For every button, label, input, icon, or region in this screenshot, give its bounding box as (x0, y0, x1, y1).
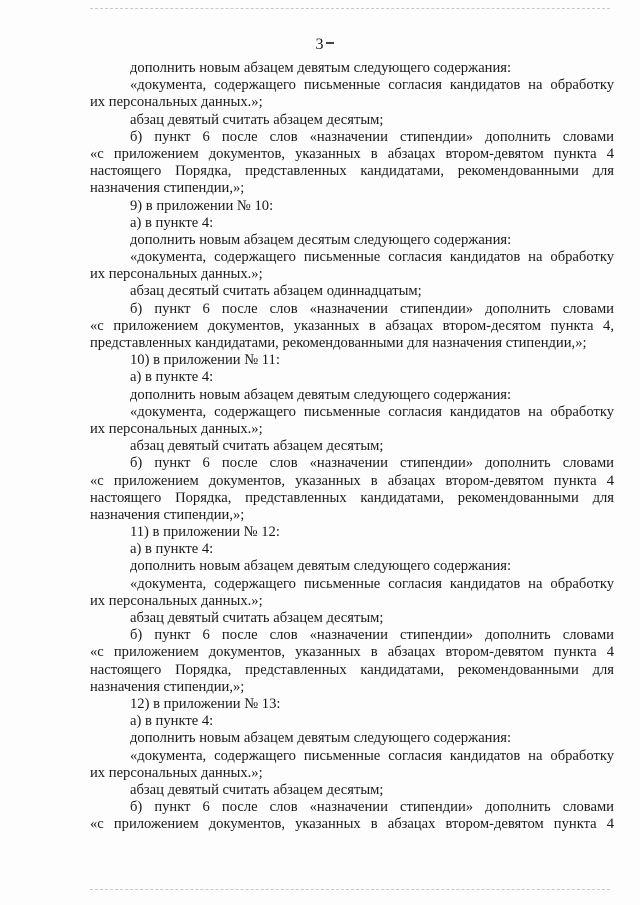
text-line: «с приложением документов, указанных в абзацах втором-девятом пункта 4 (90, 644, 614, 661)
text-line: «документа, содержащего письменные согласия кандидатов на обработку (130, 747, 614, 764)
text-line: их персональных данных.»; (90, 420, 263, 437)
text-line: их персональных данных.»; (90, 592, 263, 609)
text-line: «с приложением документов, указанных в абзацах втором-девятом пункта 4 (90, 816, 614, 833)
text-line: дополнить новым абзацем десятым следующего содержания: (130, 231, 512, 248)
text-line: настоящего Порядка, представленных кандидатами, рекомендованными для (90, 661, 614, 678)
page-number: 3 (315, 36, 325, 53)
text-line: «документа, содержащего письменные согласия кандидатов на обработку (130, 575, 614, 592)
text-line: абзац девятый считать абзацем десятым; (130, 111, 384, 128)
text-line: абзац девятый считать абзацем десятым; (130, 610, 384, 626)
scan-edge-bottom (90, 889, 610, 891)
text-line: а) в пункте 4: (130, 541, 214, 558)
text-line: дополнить новым абзацем девятым следующего содержания: (130, 386, 512, 403)
text-line: абзац девятый считать абзацем десятым; (130, 438, 384, 455)
text-line: 11) в приложении № 12: (130, 524, 280, 541)
text-line: представленных кандидатами, рекомендованными для назначения стипендии,»; (90, 335, 587, 351)
text-line: 9) в приложении № 10: (130, 197, 274, 214)
text-line: б) пункт 6 после слов «назначении стипендии» дополнить словами (130, 799, 614, 816)
text-line: «документа, содержащего письменные согласия кандидатов на обработку (130, 249, 614, 266)
text-line: а) в пункте 4: (130, 369, 214, 386)
text-line: «документа, содержащего письменные согласия кандидатов на обработку (130, 403, 614, 420)
scan-edge-top (90, 8, 610, 10)
text-line: абзац девятый считать абзацем десятым; (130, 781, 384, 798)
text-line: б) пункт 6 после слов «назначении стипендии» дополнить словами (130, 455, 614, 472)
text-line: дополнить новым абзацем девятым следующего содержания: (130, 730, 512, 747)
text-line: б) пункт 6 после слов «назначении стипендии» дополнить словами (130, 300, 614, 317)
text-line: «с приложением документов, указанных в абзацах втором-девятом пункта 4 (90, 472, 614, 489)
text-line: дополнить новым абзацем девятым следующего содержания: (130, 60, 512, 76)
text-line: назначения стипендии,»; (90, 506, 245, 523)
text-line: а) в пункте 4: (130, 713, 214, 730)
document-body (90, 60, 614, 833)
text-line: 10) в приложении № 11: (130, 352, 280, 369)
text-line: их персональных данных.»; (90, 266, 263, 283)
text-line: «документа, содержащего письменные согласия кандидатов на обработку (130, 77, 614, 94)
text-line: абзац десятый считать абзацем одиннадцатым; (130, 283, 422, 300)
text-line: «с приложением документов, указанных в абзацах втором-десятом пункта 4, (90, 317, 614, 334)
text-line: их персональных данных.»; (90, 764, 263, 781)
text-line: б) пункт 6 после слов «назначении стипендии» дополнить словами (130, 128, 614, 145)
text-line: настоящего Порядка, представленных кандидатами, рекомендованными для (90, 489, 614, 506)
text-line: «с приложением документов, указанных в абзацах втором-девятом пункта 4 (90, 145, 614, 162)
text-line: назначения стипендии,»; (90, 180, 245, 197)
text-line: 12) в приложении № 13: (130, 695, 281, 712)
text-line: б) пункт 6 после слов «назначении стипендии» дополнить словами (130, 627, 614, 644)
text-line: настоящего Порядка, представленных кандидатами, рекомендованными для (90, 163, 614, 180)
text-line: их персональных данных.»; (90, 94, 263, 111)
text-line: назначения стипендии,»; (90, 678, 245, 695)
text-line: дополнить новым абзацем девятым следующего содержания: (130, 558, 512, 575)
text-line: а) в пункте 4: (130, 214, 214, 231)
